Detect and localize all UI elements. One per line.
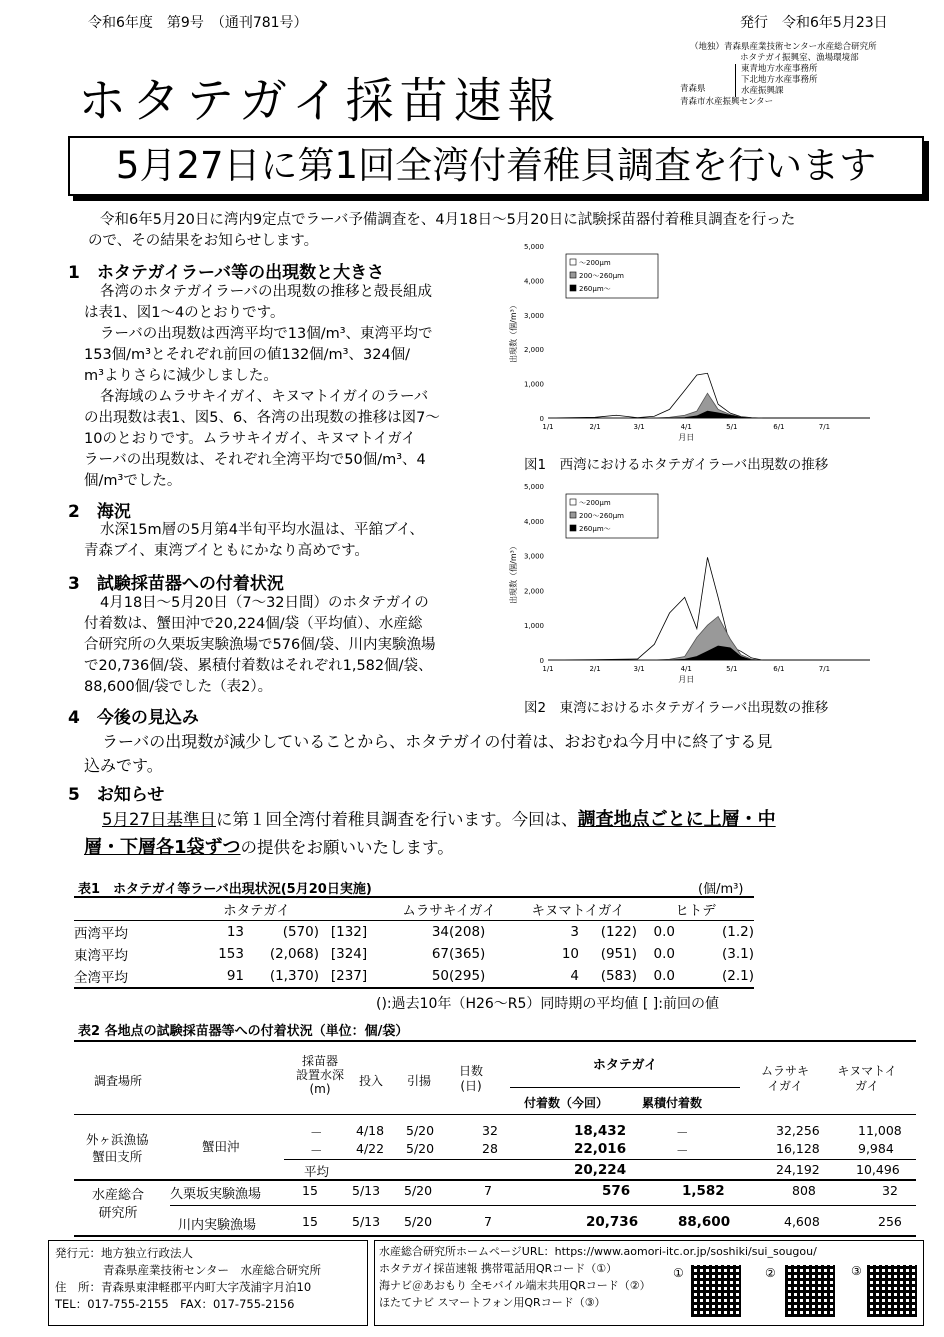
table-row [170, 1205, 916, 1234]
text-span: に第１回全湾付着稚貝調査を行います。今回は、 [216, 810, 578, 829]
cell: 15 [302, 1214, 318, 1229]
org-line: 東青地方水産事務所 [741, 64, 818, 74]
text-line: 水深15m層の5月第4半旬平均水温は、平舘ブイ、 [100, 522, 424, 538]
cell: (1,370) [269, 968, 319, 984]
footer-publisher [48, 1240, 368, 1326]
section-5-body [84, 806, 914, 862]
cell: (3.1) [721, 946, 754, 962]
y-tick-label: 0 [539, 415, 544, 423]
group-line: 研究所 [98, 1206, 138, 1221]
column-header-mura [750, 1064, 820, 1094]
section-5-title: 5 お知らせ [68, 785, 165, 805]
cell: (570) [282, 924, 319, 940]
legend-label: ～200μm [579, 499, 611, 507]
legend-swatch [570, 499, 576, 505]
text-line: 付着数は、蟹田沖で20,224個/袋（平均値）、水産総 [84, 616, 423, 632]
x-axis-label: 月日 [678, 433, 695, 442]
footer-line: ほたてナビ スマートフォン用QRコード（③） [379, 1296, 606, 1309]
sub-location: 蟹田沖 [202, 1139, 240, 1154]
cell: 0.0 [653, 946, 675, 962]
cell: － [676, 1143, 689, 1158]
column-header: 調査場所 [94, 1074, 143, 1088]
header-line: イガイ [767, 1079, 803, 1093]
table-1 [74, 896, 754, 989]
reference-date: 5月27日基準日 [102, 810, 216, 829]
group-research-institute [92, 1187, 144, 1223]
cell: 10,496 [856, 1162, 900, 1177]
cell: 7 [484, 1214, 492, 1229]
cell: 28 [482, 1141, 498, 1156]
footer-line: TEL：017-755-2155 FAX：017-755-2156 [55, 1297, 295, 1311]
column-header: ムラサキイガイ [402, 903, 496, 919]
x-tick-label: 5/1 [726, 423, 738, 431]
issue-date: 発行 令和6年5月23日 [740, 15, 888, 31]
y-tick-label: 4,000 [523, 277, 544, 286]
legend [566, 494, 658, 538]
x-tick-label: 4/1 [680, 665, 692, 673]
section-2-body [84, 520, 504, 562]
cell: 32 [482, 1123, 498, 1138]
org-line: （地独）青森県産業技術センター水産総合研究所 [690, 42, 877, 52]
cell: 67 [431, 946, 449, 962]
legend-swatch [570, 525, 576, 531]
legend-label: 200～260μm [579, 272, 624, 280]
legend-swatch [570, 512, 576, 518]
cell: (951) [600, 946, 637, 962]
y-tick-label: 5,000 [523, 243, 544, 251]
section-2-title: 2 海況 [68, 502, 131, 522]
table-row [74, 943, 754, 965]
cell: 4,608 [784, 1214, 820, 1229]
org-line: ホタテガイ振興室、漁場環境部 [740, 53, 859, 63]
row-label: 久栗坂実験漁場 [170, 1187, 262, 1202]
cell: [237] [330, 968, 368, 984]
masthead-title: ホタテガイ採苗速報 [78, 73, 562, 129]
cell: 10 [561, 946, 579, 962]
cell: 4 [570, 968, 579, 984]
qr-code-icon[interactable] [867, 1265, 917, 1317]
text-line: m³よりさらに減少しました。 [84, 368, 278, 384]
cell: 153 [218, 946, 244, 962]
cell: 0.0 [653, 968, 675, 984]
cell: 91 [226, 968, 244, 984]
intro-line: 令和6年5月20日に湾内9定点でラーバ予備調査を、4月18日～5月20日に試験採苗器付着稚貝調査を行った [100, 212, 796, 228]
table-1-title: 表1 ホタテガイ等ラーバ出現状況(5月20日実施) [78, 882, 372, 897]
section-3-body [84, 593, 504, 698]
text-line: の出現数は表1、図5、6、各湾の出現数の推移は図7～ [84, 410, 440, 426]
cell: 22,016 [574, 1141, 627, 1157]
section-4-title: 4 今後の見込み [68, 708, 199, 728]
cell: (1.2) [721, 924, 754, 940]
text-line: 各湾のホタテガイラーバの出現数の推移と殻長組成 [100, 284, 433, 300]
x-tick-label: 1/1 [542, 423, 554, 431]
y-axis-label: 出現数（個/m³） [509, 542, 518, 604]
legend-swatch [570, 272, 576, 278]
group-line: 外ヶ浜漁協 [86, 1132, 149, 1147]
text-line: 個/m³でした。 [84, 473, 182, 489]
y-tick-label: 1,000 [523, 622, 544, 631]
row-label: 全湾平均 [74, 970, 128, 986]
cell: 5/20 [406, 1141, 435, 1156]
header-line: キヌマトイ [837, 1064, 897, 1078]
cell: 13 [226, 924, 244, 940]
text-line: 10のとおりです。ムラサキイガイ、キヌマトイガイ [84, 431, 416, 447]
cell: 88,600 [678, 1214, 731, 1230]
column-header-depth [290, 1054, 350, 1096]
x-tick-label: 6/1 [773, 665, 785, 673]
row-label: 東湾平均 [74, 948, 128, 964]
cell: 9,984 [858, 1141, 894, 1156]
cell: 50 [431, 968, 449, 984]
cell: 3 [570, 924, 579, 940]
issue-number: 令和6年度 第9号 （通刊781号） [88, 15, 308, 31]
legend-label: 260μm～ [579, 285, 611, 293]
cell: 32,256 [776, 1123, 820, 1138]
legend-label: ～200μm [579, 259, 611, 267]
x-tick-label: 3/1 [633, 423, 645, 431]
figure-2-chart [500, 478, 880, 690]
org-pref: 青森県 [680, 84, 706, 94]
cell: － [310, 1143, 323, 1158]
qr-label: ② [765, 1266, 776, 1280]
column-header: 付着数（今回） [524, 1096, 609, 1110]
table-2 [74, 1040, 916, 1237]
figure-1-caption: 図1 西湾におけるホタテガイラーバ出現数の推移 [524, 457, 829, 473]
y-tick-label: 3,000 [523, 552, 544, 561]
series-area-1 [548, 373, 762, 418]
footer-links [374, 1240, 924, 1326]
cell: 5/20 [404, 1183, 433, 1198]
cell: 5/13 [352, 1214, 381, 1229]
header-line: (日) [460, 1079, 482, 1093]
header-line: 日数 [459, 1064, 484, 1078]
x-tick-label: 2/1 [589, 423, 601, 431]
cell: (208) [449, 924, 486, 940]
text-line: 青森ブイ、東湾ブイともにかなり高めです。 [84, 543, 369, 559]
x-tick-label: 6/1 [773, 423, 785, 431]
org-line: 青森市水産振興センター [680, 97, 774, 107]
cell: 24,192 [776, 1162, 820, 1177]
text-span: の提供をお願いいたします。 [240, 838, 454, 857]
cell: 5/20 [404, 1214, 433, 1229]
row-label: 西湾平均 [74, 926, 128, 942]
column-header: キヌマトイガイ [531, 903, 625, 919]
x-tick-label: 5/1 [726, 665, 738, 673]
y-tick-label: 0 [539, 657, 544, 665]
qr-code-icon[interactable] [785, 1265, 835, 1317]
y-tick-label: 5,000 [523, 483, 544, 491]
cell: (295) [449, 968, 486, 984]
text-line: 4月18日～5月20日（7～32日間）のホタテガイの [100, 595, 429, 611]
cell: (2.1) [721, 968, 754, 984]
cell: 20,224 [574, 1162, 627, 1178]
legend [566, 254, 658, 298]
cell: 16,128 [776, 1141, 820, 1156]
footer-line: 住 所：青森県東津軽郡平内町大字茂浦字月泊10 [55, 1280, 312, 1294]
section-1-title: 1 ホタテガイラーバ等の出現数と大きさ [68, 263, 385, 283]
cell: [324] [330, 946, 368, 962]
legend-swatch [570, 259, 576, 265]
group-line: 蟹田支所 [92, 1149, 143, 1164]
cell: 0.0 [653, 924, 675, 940]
y-tick-label: 3,000 [523, 311, 544, 320]
figure-2-caption: 図2 東湾におけるホタテガイラーバ出現数の推移 [524, 700, 829, 716]
section-3-title: 3 試験採苗器への付着状況 [68, 574, 284, 594]
cell: 5/13 [352, 1183, 381, 1198]
legend-label: 200～260μm [579, 512, 624, 520]
header-line: 設置水深 [295, 1068, 344, 1082]
text-line: で20,736個/袋、累積付着数はそれぞれ1,582個/袋、 [84, 658, 433, 674]
headline: 5月27日に第1回全湾付着稚貝調査を行います [68, 136, 924, 196]
cell: (365) [449, 946, 486, 962]
qr-code-icon[interactable] [691, 1265, 741, 1317]
legend-swatch [570, 285, 576, 291]
table-1-note: ():過去10年（H26～R5）同時期の平均値 [ ]:前回の値 [376, 996, 719, 1012]
cell: 7 [484, 1183, 492, 1198]
series-area-2 [548, 393, 762, 418]
text-line: ラーバの出現数は、それぞれ全湾平均で50個/m³、4 [84, 452, 426, 468]
header-line: 採苗器 [301, 1054, 338, 1068]
cell: (122) [600, 924, 637, 940]
text-line: ラーバの出現数は西湾平均で13個/m³、東湾平均で [100, 326, 433, 342]
footer-line: ホタテガイ採苗速報 携帯電話用QRコード（①） [379, 1262, 618, 1275]
group-line: 水産総合 [92, 1188, 145, 1203]
x-tick-label: 4/1 [680, 423, 692, 431]
header-line: (m) [309, 1082, 331, 1096]
x-tick-label: 2/1 [589, 665, 601, 673]
emphasis: 調査地点ごとに上層・中 [577, 809, 776, 830]
cell: 32 [882, 1183, 898, 1198]
cell: 808 [792, 1183, 816, 1198]
cell: 4/22 [356, 1141, 385, 1156]
cell: 1,582 [682, 1183, 725, 1199]
emphasis: 層・下層各1袋ずつ [84, 837, 241, 858]
footer-line: 発行元：地方独立行政法人 [55, 1246, 193, 1260]
text-line: は表1、図1～4のとおりです。 [84, 305, 285, 321]
text-line: 88,600個/袋でした（表2）。 [84, 679, 273, 695]
cell: 256 [878, 1214, 902, 1229]
x-axis-label: 月日 [678, 675, 695, 684]
cell: 18,432 [574, 1123, 627, 1139]
cell: 11,008 [858, 1123, 902, 1138]
row-label: 川内実験漁場 [178, 1218, 257, 1233]
x-tick-label: 3/1 [633, 665, 645, 673]
group-fisheries-coop [86, 1131, 149, 1165]
y-tick-label: 2,000 [523, 587, 544, 596]
text-line: ラーバの出現数が減少していることから、ホタテガイの付着は、おおむね今月中に終了する見 [102, 732, 773, 751]
legend-label: 260μm～ [579, 525, 611, 533]
column-header: ヒトデ [675, 903, 716, 919]
homepage-url[interactable]: 水産総合研究所ホームページURL：https://www.aomori-itc.or.jp/soshiki/sui_sougou/ [379, 1245, 817, 1258]
qr-label: ③ [851, 1264, 862, 1278]
cell: (2,068) [269, 946, 319, 962]
x-tick-label: 7/1 [818, 423, 831, 431]
x-tick-label: 7/1 [818, 665, 831, 673]
cell: [132] [330, 924, 368, 940]
cell: － [310, 1125, 323, 1140]
cell: 5/20 [406, 1123, 435, 1138]
section-1-body [84, 282, 504, 492]
table-row [74, 965, 754, 987]
text-line: 込みです。 [84, 756, 163, 775]
cell: 34 [431, 924, 449, 940]
column-header: 引揚 [407, 1074, 432, 1088]
column-header: 累積付着数 [642, 1096, 703, 1110]
cell: － [676, 1125, 689, 1140]
cell: 20,736 [586, 1214, 639, 1230]
figure-1-chart [500, 238, 880, 448]
cell: (583) [600, 968, 637, 984]
y-tick-label: 1,000 [523, 380, 544, 389]
intro-line: ので、その結果をお知らせします。 [88, 233, 319, 249]
footer-line: 青森県産業技術センター 水産総合研究所 [103, 1263, 322, 1277]
column-header: ホタテガイ [223, 903, 290, 919]
header-line: ガイ [855, 1079, 879, 1093]
y-axis-label: 出現数（個/m³） [509, 301, 518, 363]
header-line: ムラサキ [760, 1064, 809, 1078]
footer-line: 海ナビ＠あおもり 全モバイル端末共用QRコード（②） [379, 1279, 651, 1292]
table-row [74, 921, 754, 944]
org-line: 下北地方水産事務所 [741, 75, 818, 85]
org-line: 水産振興課 [741, 86, 784, 96]
cell: 4/18 [356, 1123, 385, 1138]
text-line: 153個/m³とそれぞれ前回の値132個/m³、324個/ [84, 347, 411, 363]
organizations [680, 42, 930, 108]
table-row-average [284, 1159, 916, 1178]
y-tick-label: 4,000 [523, 517, 544, 526]
table-1-unit: (個/m³) [698, 882, 744, 897]
section-4-body [84, 730, 914, 778]
cell: 576 [602, 1183, 631, 1199]
y-tick-label: 2,000 [523, 346, 544, 355]
x-tick-label: 1/1 [542, 665, 554, 673]
column-header: 投入 [359, 1074, 384, 1088]
table-2-title: 表2 各地点の試験採苗器等への付着状況（単位：個/袋） [78, 1024, 409, 1039]
qr-label: ① [673, 1266, 684, 1280]
text-line: 合研究所の久栗坂実験漁場で576個/袋、川内実験漁場 [84, 637, 436, 653]
column-header-days [459, 1064, 483, 1094]
column-header-kinu [832, 1064, 902, 1094]
row-label: 平均 [304, 1164, 330, 1179]
column-header: ホタテガイ [510, 1054, 740, 1088]
text-line: 各海域のムラサキイガイ、キヌマトイガイのラーバ [100, 389, 429, 405]
cell: 15 [302, 1183, 318, 1198]
